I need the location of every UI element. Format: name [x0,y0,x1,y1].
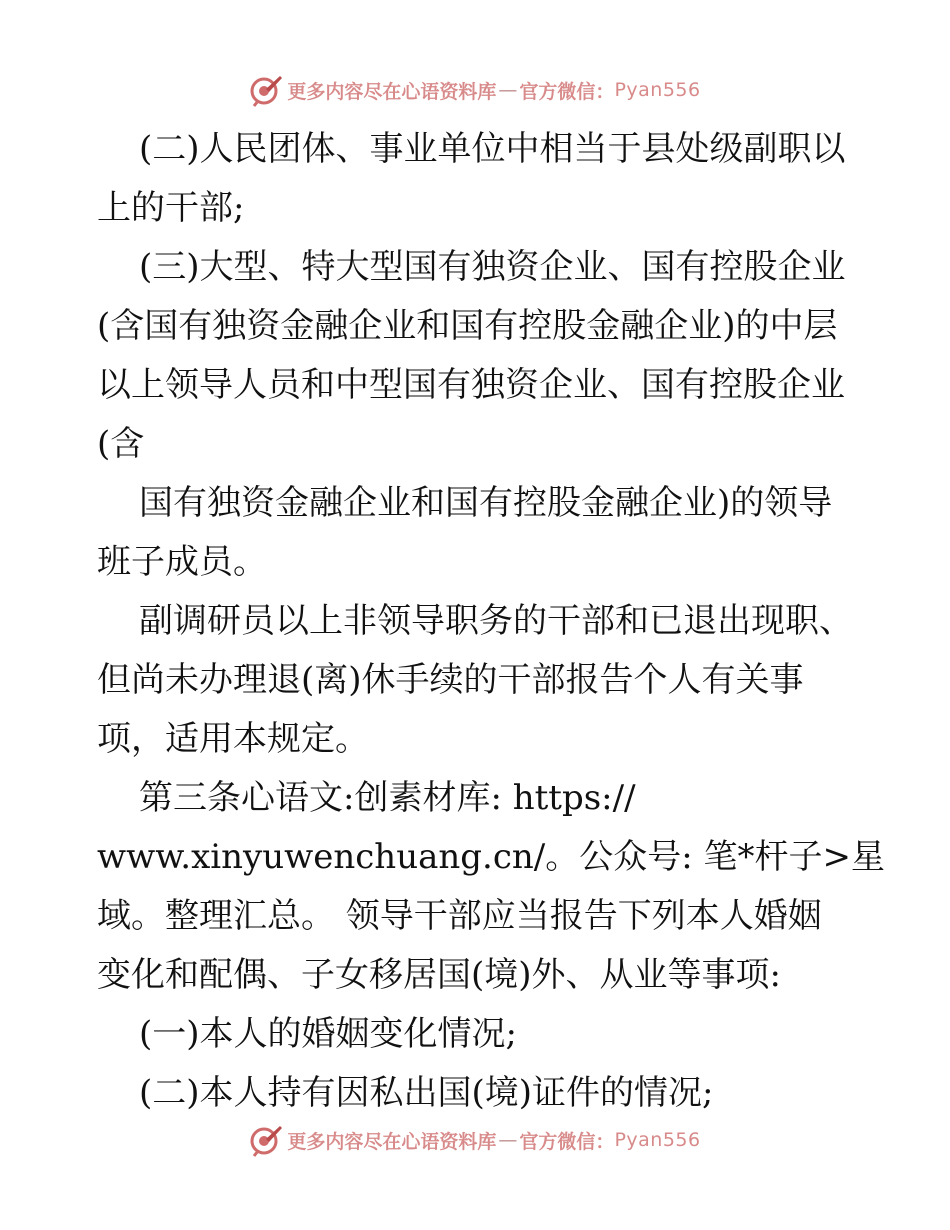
paragraph-line: (三)大型、特大型国有独资企业、国有控股企业 [139,247,846,287]
watermark-separator: — [498,79,518,101]
paragraph-line: 但尚未办理退(离)休手续的干部报告个人有关事 [97,660,804,700]
paragraph-line: www.xinyuwenchuang.cn/。公众号: 笔*杆子>星 [97,837,885,877]
paragraph-line: 国有独资金融企业和国有控股金融企业)的领导 [139,483,833,523]
watermark-official-label: 官方微信： [519,80,615,103]
paragraph-line: (二)本人持有因私出国(境)证件的情况; [139,1073,714,1113]
pen-logo-icon [249,73,283,107]
paragraph-line: 变化和配偶、子女移居国(境)外、从业等事项: [97,955,781,995]
paragraph-line: (含 [97,424,145,464]
paragraph-line: 副调研员以上非领导职务的干部和已退出现职、 [139,601,853,641]
watermark-main-text: 更多内容尽在心语资料库 [287,1130,497,1153]
header-watermark [0,70,950,110]
paragraph-line: (一)本人的婚姻变化情况; [139,1014,517,1054]
paragraph-line: 域。整理汇总。 领导干部应当报告下列本人婚姻 [97,896,822,936]
paragraph-line: 上的干部; [97,188,245,228]
watermark-separator: — [498,1129,518,1151]
paragraph-line: 以上领导人员和中型国有独资企业、国有控股企业 [97,365,845,405]
document-body [97,120,885,1123]
watermark-main-text: 更多内容尽在心语资料库 [287,80,497,103]
watermark-handle: Pyan556 [614,79,701,101]
paragraph-line: 班子成员。 [97,542,267,582]
paragraph-line: (含国有独资金融企业和国有控股金融企业)的中层 [97,306,838,346]
watermark-official-label: 官方微信： [519,1130,615,1153]
paragraph-line: 第三条心语文:创素材库: https:// [139,778,636,818]
paragraph-line: (二)人民团体、事业单位中相当于县处级副职以 [139,129,846,169]
footer-watermark [0,1120,950,1160]
pen-logo-icon [249,1123,283,1157]
paragraph-line: 项，适用本规定。 [97,719,369,759]
watermark-handle: Pyan556 [614,1129,701,1151]
